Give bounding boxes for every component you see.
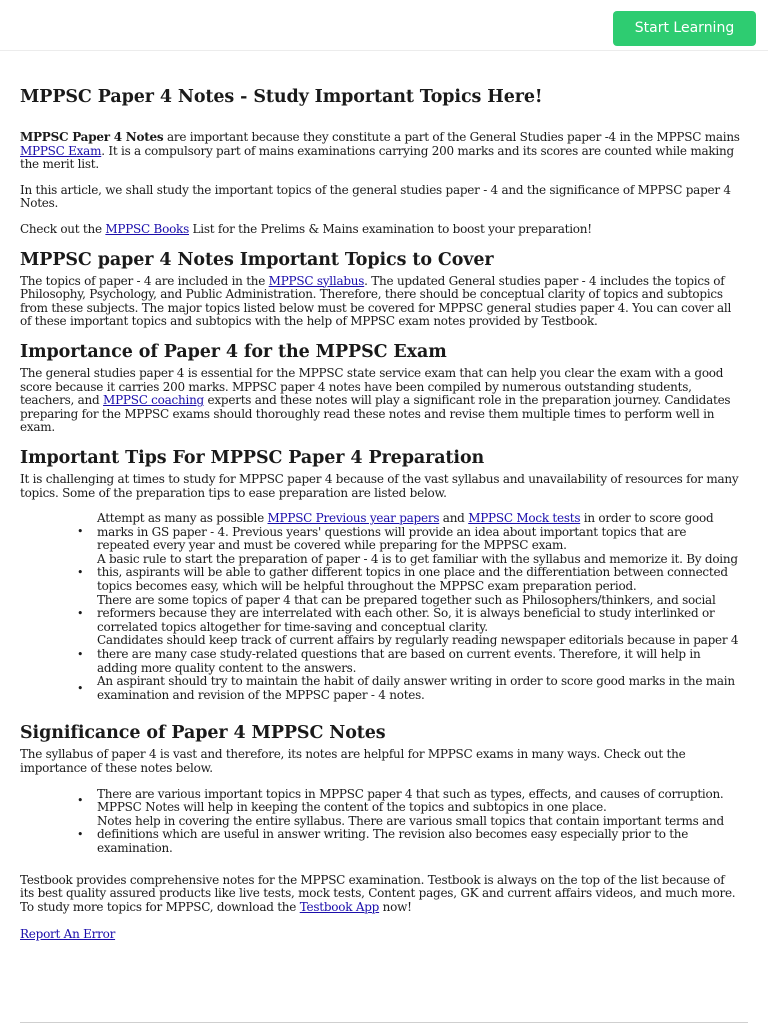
report-error-link[interactable]: Report An Error bbox=[20, 927, 116, 942]
section-heading-significance: Significance of Paper 4 MPPSC Notes bbox=[20, 723, 386, 744]
mppsc-mock-tests-link[interactable]: MPPSC Mock tests bbox=[468, 511, 581, 526]
section-heading-tips: Important Tips For MPPSC Paper 4 Preparation bbox=[20, 447, 485, 468]
report-paragraph bbox=[20, 928, 742, 942]
tips-list bbox=[20, 512, 742, 702]
mppsc-previous-year-papers-link[interactable]: MPPSC Previous year papers bbox=[267, 511, 440, 526]
list-item: • Notes help in covering the entire syllabus. There are various small topics that contain important terms and definitions which are useful in answer writing. The revision also becomes easy especially prior to the examination. bbox=[97, 815, 742, 856]
books-paragraph bbox=[20, 223, 742, 237]
tip-text: Attempt as many as possible bbox=[97, 511, 268, 526]
start-learning-button[interactable]: Start Learning bbox=[613, 11, 756, 46]
tip-text-2: and bbox=[439, 511, 469, 526]
top-bar bbox=[0, 0, 768, 51]
tips-intro: It is challenging at times to study for MPPSC paper 4 because of the vast syllabus and unavailability of resources for many topics. Some of the preparation tips to ease preparation are listed below. bbox=[20, 471, 739, 500]
list-item: • Candidates should keep track of current affairs by regularly reading newspaper editorials because in paper 4 there are many case study-related questions that are based on current events. Therefore, it will help in adding more quality content to the answers. bbox=[97, 634, 742, 675]
list-item: • A basic rule to start the preparation of paper - 4 is to get familiar with the syllabus and memorize it. By doing this, aspirants will be able to gather different topics in one place and the differentiation between connected topics becomes easy, which will be helpful throughout the MPPSC exam preparation period. bbox=[97, 553, 742, 594]
divider bbox=[20, 1022, 748, 1023]
section-heading-topics: MPPSC paper 4 Notes Important Topics to Cover bbox=[20, 249, 494, 270]
mppsc-syllabus-link[interactable]: MPPSC syllabus bbox=[268, 273, 365, 288]
tip-text-3: in order to score good marks in GS paper - 4. Previous years' questions will provide an idea about important topics that are repeated every year and must be covered while preparing for the MPPSC exam. bbox=[97, 511, 714, 553]
list-item bbox=[97, 512, 742, 553]
topics-paragraph bbox=[20, 275, 742, 329]
page-title: MPPSC Paper 4 Notes - Study Important Topics Here! bbox=[20, 87, 543, 107]
topics-text-2: . The updated General studies paper - 4 includes the topics of Philosophy, Psychology, and Public Administration. Therefore, there should be conceptual clarity of topics and subtopics from these subjects. The major topics listed below must be covered for MPPSC general studies paper 4. You can cover all of these important topics and subtopics with the help of MPPSC exam notes provided by Testbook. bbox=[20, 273, 732, 329]
list-item: • There are some topics of paper 4 that can be prepared together such as Philosophers/thinkers, and social reformers because they are interrelated with each other. So, it is always beneficial to study interlinked or correlated topics altogether for time-saving and conceptual clarity. bbox=[97, 594, 742, 635]
intro-text-2: . It is a compulsory part of mains examinations carrying 200 marks and its scores are counted while making the merit list. bbox=[20, 143, 734, 172]
mppsc-books-link[interactable]: MPPSC Books bbox=[105, 221, 189, 236]
importance-text: The general studies paper 4 is essential for the MPPSC state service exam that can help you clear the exam with a good score because it carries 200 marks. MPPSC paper 4 notes have been compiled by numerous outstanding students, teachers, and bbox=[20, 365, 724, 408]
significance-intro: The syllabus of paper 4 is vast and therefore, its notes are helpful for MPPSC exams in many ways. Check out the importance of these notes below. bbox=[20, 747, 686, 775]
closing-text-2: now! bbox=[379, 899, 412, 914]
article bbox=[20, 86, 742, 954]
significance-list bbox=[20, 788, 742, 856]
article-paragraph: In this article, we shall study the important topics of the general studies paper - 4 and the significance of MPPSC paper 4 Notes. bbox=[20, 182, 731, 211]
closing-text: Testbook provides comprehensive notes for the MPPSC examination. Testbook is always on the top of the list because of its best quality assured products like live tests, mock tests, Content pages, GK and current affairs videos, and much more. To study more topics for MPPSC, download the bbox=[20, 872, 736, 914]
section-heading-importance: Importance of Paper 4 for the MPPSC Exam bbox=[20, 341, 447, 362]
books-text: Check out the bbox=[20, 221, 106, 236]
list-item: • There are various important topics in MPPSC paper 4 that such as types, effects, and causes of corruption. MPPSC Notes will help in keeping the content of the topics and subtopics in one place. bbox=[97, 788, 742, 815]
closing-paragraph bbox=[20, 874, 742, 915]
mppsc-coaching-link[interactable]: MPPSC coaching bbox=[103, 393, 204, 408]
importance-paragraph bbox=[20, 367, 742, 435]
mppsc-exam-link[interactable]: MPPSC Exam bbox=[20, 143, 102, 158]
intro-paragraph bbox=[20, 131, 742, 172]
books-text-2: List for the Prelims & Mains examination to boost your preparation! bbox=[188, 221, 592, 236]
testbook-app-link[interactable]: Testbook App bbox=[299, 899, 380, 914]
importance-text-2: experts and these notes will play a significant role in the preparation journey. Candidates preparing for the MPPSC exams should thoroughly read these notes and revise them multiple times to perform well in exam. bbox=[20, 393, 731, 435]
topics-text: The topics of paper - 4 are included in the bbox=[20, 273, 269, 288]
intro-bold: MPPSC Paper 4 Notes bbox=[20, 130, 164, 144]
intro-text: are important because they constitute a part of the General Studies paper -4 in the MPPSC mains bbox=[163, 130, 740, 144]
list-item: • An aspirant should try to maintain the habit of daily answer writing in order to score good marks in the main examination and revision of the MPPSC paper - 4 notes. bbox=[97, 675, 742, 702]
